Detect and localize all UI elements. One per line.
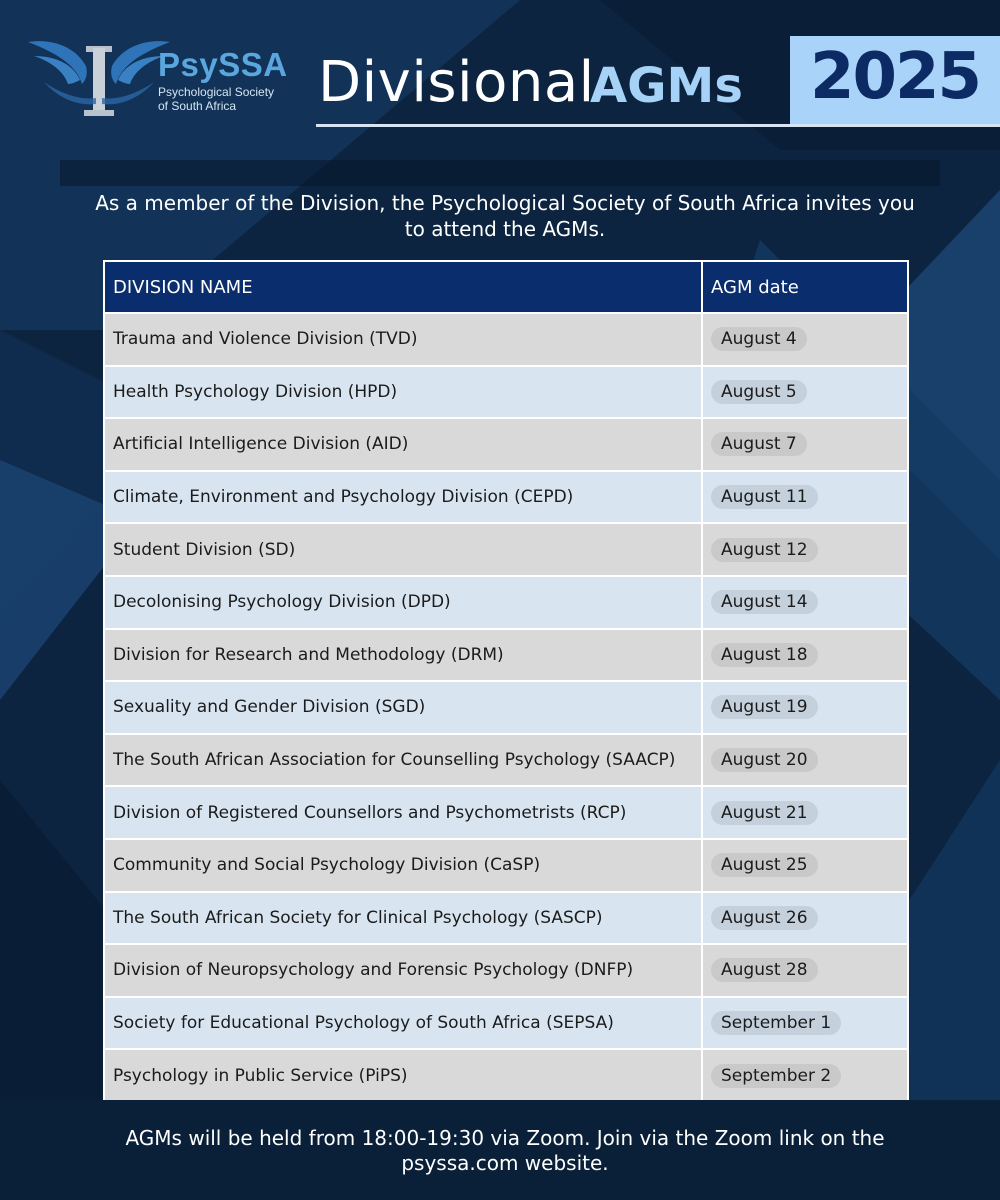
agm-date: August 28	[711, 958, 818, 982]
table-header	[105, 262, 907, 312]
header-agm-date: AGM date	[711, 276, 799, 298]
division-name: Society for Educational Psychology of South Africa (SEPSA)	[105, 998, 703, 1049]
date-cell	[703, 419, 907, 470]
agm-date: August 20	[711, 748, 818, 772]
division-name: Trauma and Violence Division (TVD)	[105, 314, 703, 365]
table-row	[105, 470, 907, 523]
agm-date: August 12	[711, 538, 818, 562]
division-name: Sexuality and Gender Division (SGD)	[105, 682, 703, 733]
table-row	[105, 891, 907, 944]
division-name: Climate, Environment and Psychology Division (CEPD)	[105, 472, 703, 523]
table-body	[105, 312, 907, 1101]
year-text: 2025	[809, 40, 981, 114]
table-row	[105, 680, 907, 733]
agm-date: August 21	[711, 801, 818, 825]
title-underline	[316, 124, 1000, 127]
title-divisional: Divisional	[318, 50, 595, 115]
date-cell	[703, 682, 907, 733]
division-name: The South African Association for Counselling Psychology (SAACP)	[105, 735, 703, 786]
date-cell	[703, 735, 907, 786]
table-row	[105, 312, 907, 365]
date-cell	[703, 787, 907, 838]
table-row	[105, 785, 907, 838]
date-cell	[703, 472, 907, 523]
division-name: Division of Registered Counsellors and Psychometrists (RCP)	[105, 787, 703, 838]
date-cell	[703, 1050, 907, 1101]
table-row	[105, 733, 907, 786]
title-agms: AGMs	[590, 58, 743, 114]
table-row	[105, 838, 907, 891]
table-row	[105, 575, 907, 628]
division-name: Health Psychology Division (HPD)	[105, 367, 703, 418]
logo-tagline-line2: of South Africa	[158, 99, 237, 113]
table-row	[105, 943, 907, 996]
psyssa-logo-icon	[24, 34, 174, 124]
agm-date: August 25	[711, 853, 818, 877]
division-name: Decolonising Psychology Division (DPD)	[105, 577, 703, 628]
footer-band	[0, 1100, 1000, 1200]
division-name: Artificial Intelligence Division (AID)	[105, 419, 703, 470]
date-cell	[703, 524, 907, 575]
table-row	[105, 522, 907, 575]
division-name: Division of Neuropsychology and Forensic Psychology (DNFP)	[105, 945, 703, 996]
division-name: Division for Research and Methodology (DRM)	[105, 630, 703, 681]
division-name: Community and Social Psychology Division (CaSP)	[105, 840, 703, 891]
date-cell	[703, 893, 907, 944]
agm-date: August 19	[711, 695, 818, 719]
table-row	[105, 996, 907, 1049]
agm-date: August 11	[711, 485, 818, 509]
logo-text	[158, 48, 288, 113]
logo-wordmark-ssa: SSA	[218, 46, 288, 83]
division-name: Psychology in Public Service (PiPS)	[105, 1050, 703, 1101]
date-cell	[703, 945, 907, 996]
intro-text: As a member of the Division, the Psychological Society of South Africa invites you to attend the AGMs.	[95, 191, 915, 241]
date-cell	[703, 630, 907, 681]
table-row	[105, 1048, 907, 1101]
logo-tagline-line1: Psychological Society	[158, 85, 275, 99]
agm-date: August 4	[711, 327, 807, 351]
division-name: The South African Society for Clinical Psychology (SASCP)	[105, 893, 703, 944]
agm-date: September 2	[711, 1064, 841, 1088]
agm-date: August 14	[711, 590, 818, 614]
date-cell	[703, 998, 907, 1049]
header-division-name: DIVISION NAME	[105, 262, 703, 312]
logo-tagline	[158, 85, 288, 113]
date-cell	[703, 314, 907, 365]
logo-wordmark-psy: Psy	[158, 46, 219, 83]
logo-wordmark	[158, 48, 288, 81]
agm-date: August 7	[711, 432, 807, 456]
table-row	[105, 365, 907, 418]
agm-date: August 18	[711, 643, 818, 667]
table-row	[105, 628, 907, 681]
agm-table	[103, 260, 909, 1103]
page-title	[316, 36, 1000, 128]
year-badge	[790, 36, 1000, 124]
agm-date: September 1	[711, 1011, 841, 1035]
agm-date: August 5	[711, 380, 807, 404]
division-name: Student Division (SD)	[105, 524, 703, 575]
date-cell	[703, 840, 907, 891]
footer-text: AGMs will be held from 18:00-19:30 via Zoom. Join via the Zoom link on the psyssa.com website.	[125, 1126, 885, 1175]
table-row	[105, 417, 907, 470]
date-cell	[703, 577, 907, 628]
date-cell	[703, 367, 907, 418]
agm-date: August 26	[711, 906, 818, 930]
